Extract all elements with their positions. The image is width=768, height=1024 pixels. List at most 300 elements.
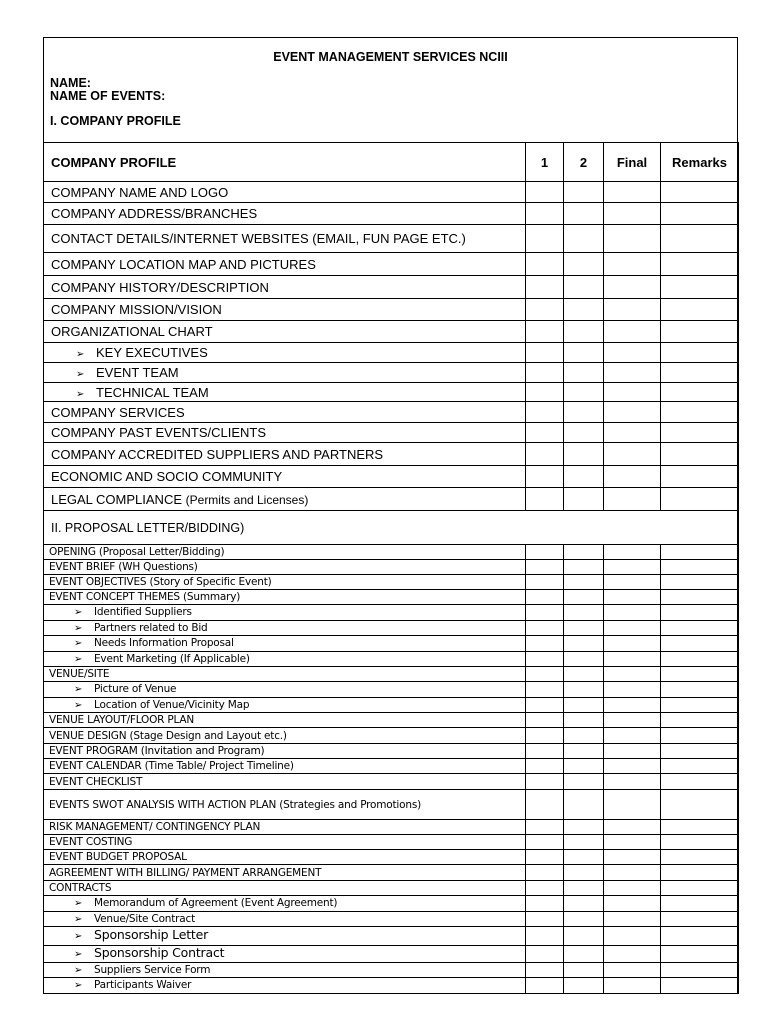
item-cell <box>44 912 526 927</box>
score-2-cell[interactable] <box>564 383 604 402</box>
remarks-cell[interactable] <box>661 363 739 383</box>
bullet-arrow-icon: ➢ <box>74 699 83 711</box>
remarks-cell[interactable] <box>661 682 739 698</box>
score-1-cell[interactable] <box>526 881 564 896</box>
item-cell <box>44 946 526 963</box>
final-cell[interactable] <box>604 728 661 744</box>
checklist-sheet <box>43 37 738 994</box>
score-1-cell[interactable] <box>526 865 564 881</box>
column-header-final: Final <box>604 143 661 182</box>
item-cell <box>44 605 526 621</box>
score-1-cell[interactable] <box>526 466 564 488</box>
final-cell[interactable] <box>604 363 661 383</box>
score-2-cell[interactable] <box>564 590 604 605</box>
remarks-cell[interactable] <box>661 835 739 850</box>
item-cell <box>44 203 526 225</box>
table-row <box>44 744 739 759</box>
final-cell[interactable] <box>604 850 661 865</box>
item-label: LEGAL COMPLIANCE <box>51 491 183 507</box>
item-cell <box>44 363 526 383</box>
item-label: EVENT BRIEF (WH Questions) <box>49 561 198 573</box>
final-cell[interactable] <box>604 321 661 343</box>
table-row <box>44 896 739 912</box>
score-2-cell[interactable] <box>564 321 604 343</box>
final-cell[interactable] <box>604 488 661 511</box>
final-cell[interactable] <box>604 682 661 698</box>
score-2-cell[interactable] <box>564 443 604 466</box>
score-1-cell[interactable] <box>526 667 564 682</box>
remarks-cell[interactable] <box>661 545 739 560</box>
item-cell <box>44 545 526 560</box>
table-row <box>44 652 739 667</box>
score-2-cell[interactable] <box>564 850 604 865</box>
bullet-arrow-icon: ➢ <box>76 369 85 380</box>
remarks-cell[interactable] <box>661 343 739 363</box>
final-cell[interactable] <box>604 946 661 963</box>
score-2-cell[interactable] <box>564 423 604 443</box>
bullet-arrow-icon: ➢ <box>74 898 83 909</box>
score-1-cell[interactable] <box>526 835 564 850</box>
remarks-cell[interactable] <box>661 203 739 225</box>
score-2-cell[interactable] <box>564 744 604 759</box>
final-cell[interactable] <box>604 466 661 488</box>
item-cell <box>44 488 526 511</box>
events-label: NAME OF EVENTS: <box>50 89 166 103</box>
final-cell[interactable] <box>604 790 661 820</box>
item-label: Suppliers Service Form <box>94 963 211 976</box>
score-1-cell[interactable] <box>526 402 564 423</box>
table-row <box>44 575 739 590</box>
score-1-cell[interactable] <box>526 363 564 383</box>
remarks-cell[interactable] <box>661 744 739 759</box>
item-cell <box>44 590 526 605</box>
remarks-cell[interactable] <box>661 225 739 253</box>
item-cell <box>44 621 526 636</box>
score-1-cell[interactable] <box>526 590 564 605</box>
item-label: RISK MANAGEMENT/ CONTINGENCY PLAN <box>49 821 261 833</box>
item-label: Partners related to Bid <box>94 621 208 634</box>
final-cell[interactable] <box>604 203 661 225</box>
score-2-cell[interactable] <box>564 774 604 790</box>
table-row <box>44 321 739 343</box>
score-2-cell[interactable] <box>564 203 604 225</box>
final-cell[interactable] <box>604 978 661 994</box>
final-cell[interactable] <box>604 343 661 363</box>
score-1-cell[interactable] <box>526 575 564 590</box>
score-1-cell[interactable] <box>526 652 564 667</box>
remarks-cell[interactable] <box>661 820 739 835</box>
column-header-item: COMPANY PROFILE <box>44 143 526 182</box>
final-cell[interactable] <box>604 402 661 423</box>
item-label: EVENT TEAM <box>96 365 179 380</box>
table-row <box>44 203 739 225</box>
remarks-cell[interactable] <box>661 865 739 881</box>
score-1-cell[interactable] <box>526 343 564 363</box>
table-row <box>44 343 739 363</box>
score-2-cell[interactable] <box>564 881 604 896</box>
table-row <box>44 402 739 423</box>
score-1-cell[interactable] <box>526 276 564 299</box>
item-cell <box>44 820 526 835</box>
remarks-cell[interactable] <box>661 488 739 511</box>
item-label: EVENTS SWOT ANALYSIS WITH ACTION PLAN (Strategies and Promotions) <box>49 798 421 811</box>
score-2-cell[interactable] <box>564 363 604 383</box>
score-2-cell[interactable] <box>564 896 604 912</box>
table-row <box>44 488 739 511</box>
score-1-cell[interactable] <box>526 963 564 978</box>
remarks-cell[interactable] <box>661 575 739 590</box>
score-2-cell[interactable] <box>564 912 604 927</box>
final-cell[interactable] <box>604 835 661 850</box>
table-row <box>44 978 739 994</box>
item-label: CONTACT DETAILS/INTERNET WEBSITES (EMAIL, FUN PAGE ETC.) <box>51 231 466 246</box>
score-1-cell[interactable] <box>526 383 564 402</box>
remarks-cell[interactable] <box>661 978 739 994</box>
bullet-arrow-icon: ➢ <box>76 349 85 360</box>
score-1-cell[interactable] <box>526 545 564 560</box>
item-cell <box>44 850 526 865</box>
item-cell <box>44 402 526 423</box>
score-1-cell[interactable] <box>526 713 564 728</box>
score-2-cell[interactable] <box>564 402 604 423</box>
item-label: COMPANY PAST EVENTS/CLIENTS <box>51 425 267 440</box>
remarks-cell[interactable] <box>661 713 739 728</box>
score-2-cell[interactable] <box>564 667 604 682</box>
score-1-cell[interactable] <box>526 253 564 276</box>
score-1-cell[interactable] <box>526 698 564 713</box>
score-1-cell[interactable] <box>526 850 564 865</box>
remarks-cell[interactable] <box>661 402 739 423</box>
item-label: COMPANY NAME AND LOGO <box>51 184 229 200</box>
final-cell[interactable] <box>604 590 661 605</box>
item-label: COMPANY MISSION/VISION <box>51 302 222 317</box>
table-row <box>44 850 739 865</box>
score-1-cell[interactable] <box>526 912 564 927</box>
item-cell <box>44 728 526 744</box>
score-2-cell[interactable] <box>564 560 604 575</box>
final-cell[interactable] <box>604 423 661 443</box>
remarks-cell[interactable] <box>661 560 739 575</box>
final-cell[interactable] <box>604 636 661 652</box>
remarks-cell[interactable] <box>661 946 739 963</box>
table-row <box>44 698 739 713</box>
final-cell[interactable] <box>604 621 661 636</box>
checklist-table <box>43 142 739 994</box>
remarks-cell[interactable] <box>661 423 739 443</box>
score-2-cell[interactable] <box>564 545 604 560</box>
item-label: OPENING (Proposal Letter/Bidding) <box>49 546 225 558</box>
item-label: VENUE LAYOUT/FLOOR PLAN <box>49 714 195 726</box>
score-2-cell[interactable] <box>564 299 604 321</box>
item-cell <box>44 896 526 912</box>
final-cell[interactable] <box>604 667 661 682</box>
score-2-cell[interactable] <box>564 963 604 978</box>
score-1-cell[interactable] <box>526 790 564 820</box>
remarks-cell[interactable] <box>661 621 739 636</box>
item-label: EVENT CHECKLIST <box>49 775 143 788</box>
final-cell[interactable] <box>604 605 661 621</box>
remarks-cell[interactable] <box>661 383 739 402</box>
remarks-cell[interactable] <box>661 774 739 790</box>
column-header-2: 2 <box>564 143 604 182</box>
score-2-cell[interactable] <box>564 927 604 946</box>
table-row <box>44 545 739 560</box>
bullet-arrow-icon: ➢ <box>74 653 83 665</box>
remarks-cell[interactable] <box>661 667 739 682</box>
item-label: EVENT OBJECTIVES (Story of Specific Event) <box>49 576 272 588</box>
table-row <box>44 912 739 927</box>
remarks-cell[interactable] <box>661 881 739 896</box>
score-1-cell[interactable] <box>526 605 564 621</box>
table-row <box>44 423 739 443</box>
score-2-cell[interactable] <box>564 575 604 590</box>
column-header-remarks: Remarks <box>661 143 739 182</box>
table-row <box>44 383 739 402</box>
table-row <box>44 466 739 488</box>
remarks-cell[interactable] <box>661 963 739 978</box>
score-2-cell[interactable] <box>564 759 604 774</box>
final-cell[interactable] <box>604 744 661 759</box>
score-1-cell[interactable] <box>526 759 564 774</box>
item-cell <box>44 978 526 994</box>
score-2-cell[interactable] <box>564 865 604 881</box>
item-label: COMPANY ACCREDITED SUPPLIERS AND PARTNERS <box>51 446 384 462</box>
score-2-cell[interactable] <box>564 728 604 744</box>
final-cell[interactable] <box>604 774 661 790</box>
table-row <box>44 963 739 978</box>
remarks-cell[interactable] <box>661 790 739 820</box>
item-label: EVENT CALENDAR (Time Table/ Project Timeline) <box>49 760 294 772</box>
item-label: EVENT COSTING <box>49 836 133 848</box>
score-2-cell[interactable] <box>564 253 604 276</box>
final-cell[interactable] <box>604 865 661 881</box>
table-row <box>44 225 739 253</box>
score-1-cell[interactable] <box>526 682 564 698</box>
score-1-cell[interactable] <box>526 927 564 946</box>
item-label: Participants Waiver <box>94 979 192 991</box>
table-row <box>44 946 739 963</box>
bullet-arrow-icon: ➢ <box>74 913 83 925</box>
score-2-cell[interactable] <box>564 466 604 488</box>
remarks-cell[interactable] <box>661 912 739 927</box>
score-1-cell[interactable] <box>526 978 564 994</box>
item-cell <box>44 575 526 590</box>
bullet-arrow-icon: ➢ <box>74 980 83 991</box>
final-cell[interactable] <box>604 253 661 276</box>
item-cell <box>44 383 526 402</box>
bullet-arrow-icon: ➢ <box>74 949 83 960</box>
score-2-cell[interactable] <box>564 698 604 713</box>
score-2-cell[interactable] <box>564 182 604 203</box>
final-cell[interactable] <box>604 881 661 896</box>
item-cell <box>44 443 526 466</box>
remarks-cell[interactable] <box>661 182 739 203</box>
item-cell <box>44 299 526 321</box>
remarks-cell[interactable] <box>661 759 739 774</box>
bullet-arrow-icon: ➢ <box>74 684 83 695</box>
item-cell <box>44 321 526 343</box>
table-row <box>44 759 739 774</box>
table-header-row <box>44 143 739 182</box>
final-cell[interactable] <box>604 560 661 575</box>
item-label: Identified Suppliers <box>94 606 192 618</box>
score-1-cell[interactable] <box>526 560 564 575</box>
item-label: EVENT PROGRAM (Invitation and Program) <box>49 745 265 757</box>
score-2-cell[interactable] <box>564 488 604 511</box>
remarks-cell[interactable] <box>661 652 739 667</box>
score-2-cell[interactable] <box>564 621 604 636</box>
bullet-arrow-icon: ➢ <box>74 607 83 618</box>
remarks-cell[interactable] <box>661 443 739 466</box>
final-cell[interactable] <box>604 896 661 912</box>
bullet-arrow-icon: ➢ <box>74 638 83 649</box>
table-row <box>44 590 739 605</box>
remarks-cell[interactable] <box>661 698 739 713</box>
final-cell[interactable] <box>604 383 661 402</box>
table-row <box>44 621 739 636</box>
remarks-cell[interactable] <box>661 590 739 605</box>
score-2-cell[interactable] <box>564 605 604 621</box>
score-1-cell[interactable] <box>526 820 564 835</box>
item-cell <box>44 698 526 713</box>
table-row <box>44 182 739 203</box>
table-row <box>44 820 739 835</box>
score-1-cell[interactable] <box>526 728 564 744</box>
item-cell <box>44 423 526 443</box>
table-row <box>44 299 739 321</box>
remarks-cell[interactable] <box>661 253 739 276</box>
score-2-cell[interactable] <box>564 652 604 667</box>
final-cell[interactable] <box>604 652 661 667</box>
score-2-cell[interactable] <box>564 978 604 994</box>
remarks-cell[interactable] <box>661 466 739 488</box>
table-row <box>44 276 739 299</box>
final-cell[interactable] <box>604 713 661 728</box>
remarks-cell[interactable] <box>661 321 739 343</box>
final-cell[interactable] <box>604 575 661 590</box>
score-1-cell[interactable] <box>526 443 564 466</box>
remarks-cell[interactable] <box>661 927 739 946</box>
bullet-arrow-icon: ➢ <box>74 931 83 942</box>
final-cell[interactable] <box>604 225 661 253</box>
remarks-cell[interactable] <box>661 299 739 321</box>
score-2-cell[interactable] <box>564 343 604 363</box>
score-1-cell[interactable] <box>526 774 564 790</box>
score-1-cell[interactable] <box>526 621 564 636</box>
remarks-cell[interactable] <box>661 728 739 744</box>
remarks-cell[interactable] <box>661 605 739 621</box>
score-1-cell[interactable] <box>526 203 564 225</box>
final-cell[interactable] <box>604 443 661 466</box>
item-cell <box>44 225 526 253</box>
final-cell[interactable] <box>604 276 661 299</box>
remarks-cell[interactable] <box>661 896 739 912</box>
remarks-cell[interactable] <box>661 636 739 652</box>
item-cell <box>44 774 526 790</box>
item-cell <box>44 560 526 575</box>
item-label: VENUE DESIGN (Stage Design and Layout etc.) <box>49 729 287 742</box>
item-cell <box>44 790 526 820</box>
item-label: Picture of Venue <box>94 683 177 695</box>
score-1-cell[interactable] <box>526 423 564 443</box>
table-row <box>44 728 739 744</box>
final-cell[interactable] <box>604 912 661 927</box>
score-1-cell[interactable] <box>526 225 564 253</box>
score-1-cell[interactable] <box>526 636 564 652</box>
item-cell <box>44 667 526 682</box>
score-2-cell[interactable] <box>564 713 604 728</box>
item-cell <box>44 881 526 896</box>
document-header <box>44 38 737 142</box>
item-label: Venue/Site Contract <box>94 912 196 925</box>
final-cell[interactable] <box>604 182 661 203</box>
item-note: (Permits and Licenses) <box>185 492 309 507</box>
final-cell[interactable] <box>604 545 661 560</box>
final-cell[interactable] <box>604 698 661 713</box>
table-row <box>44 865 739 881</box>
final-cell[interactable] <box>604 927 661 946</box>
score-2-cell[interactable] <box>564 835 604 850</box>
remarks-cell[interactable] <box>661 850 739 865</box>
section-2-row <box>44 511 739 545</box>
item-cell <box>44 963 526 978</box>
item-label: EVENT BUDGET PROPOSAL <box>49 851 187 863</box>
item-cell <box>44 713 526 728</box>
item-label: ORGANIZATIONAL CHART <box>51 324 213 339</box>
score-1-cell[interactable] <box>526 744 564 759</box>
remarks-cell[interactable] <box>661 276 739 299</box>
score-2-cell[interactable] <box>564 225 604 253</box>
item-label: COMPANY ADDRESS/BRANCHES <box>51 206 258 221</box>
bullet-arrow-icon: ➢ <box>74 622 83 634</box>
score-1-cell[interactable] <box>526 896 564 912</box>
item-label: Sponsorship Letter <box>94 927 209 942</box>
column-header-1: 1 <box>526 143 564 182</box>
score-1-cell[interactable] <box>526 488 564 511</box>
table-row <box>44 605 739 621</box>
score-2-cell[interactable] <box>564 820 604 835</box>
score-2-cell[interactable] <box>564 946 604 963</box>
final-cell[interactable] <box>604 759 661 774</box>
score-1-cell[interactable] <box>526 182 564 203</box>
score-2-cell[interactable] <box>564 790 604 820</box>
table-row <box>44 363 739 383</box>
table-row <box>44 560 739 575</box>
final-cell[interactable] <box>604 820 661 835</box>
final-cell[interactable] <box>604 963 661 978</box>
item-cell <box>44 865 526 881</box>
item-cell <box>44 682 526 698</box>
score-2-cell[interactable] <box>564 636 604 652</box>
item-cell <box>44 253 526 276</box>
score-1-cell[interactable] <box>526 946 564 963</box>
table-row <box>44 253 739 276</box>
score-2-cell[interactable] <box>564 682 604 698</box>
item-cell <box>44 343 526 363</box>
table-row <box>44 443 739 466</box>
item-label: EVENT CONCEPT THEMES (Summary) <box>49 591 241 603</box>
score-2-cell[interactable] <box>564 276 604 299</box>
table-row <box>44 835 739 850</box>
item-label: Needs Information Proposal <box>94 637 234 649</box>
item-label: Memorandum of Agreement (Event Agreement) <box>94 897 338 909</box>
final-cell[interactable] <box>604 299 661 321</box>
table-row <box>44 713 739 728</box>
score-1-cell[interactable] <box>526 299 564 321</box>
item-label: Location of Venue/Vicinity Map <box>94 698 250 711</box>
item-label: COMPANY HISTORY/DESCRIPTION <box>51 279 269 295</box>
score-1-cell[interactable] <box>526 321 564 343</box>
